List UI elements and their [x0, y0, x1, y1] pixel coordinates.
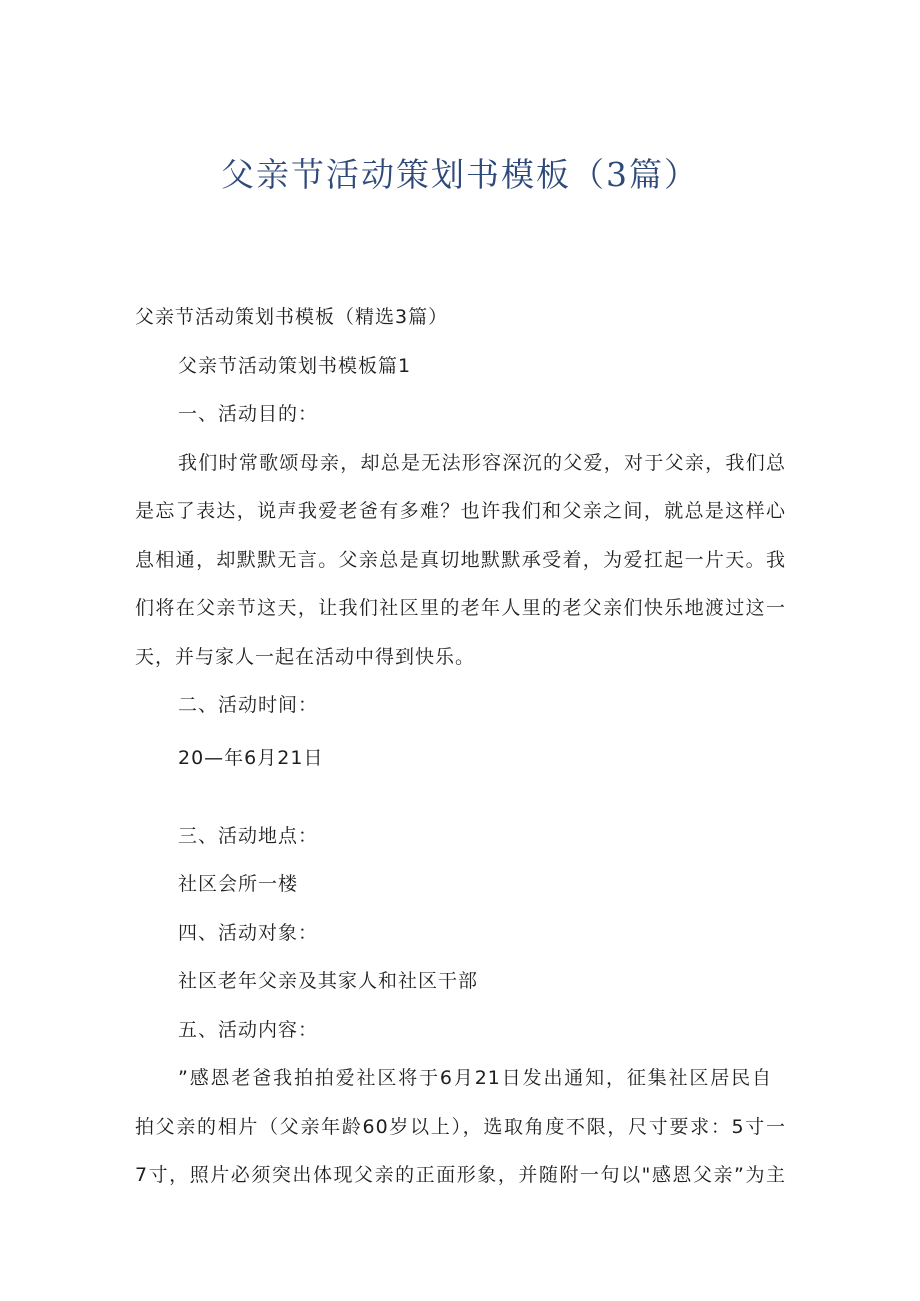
heading-place: 三、活动地点： [178, 825, 319, 847]
section-title: 父亲节活动策划书模板篇1 [178, 355, 412, 377]
heading-target: 四、活动对象： [178, 922, 319, 944]
purpose-line-3: 息相通，却默默无言。父亲总是真切地默默承受着，为爱扛起一片天。我 [135, 549, 786, 571]
content-line-2: 拍父亲的相片（父亲年龄60岁以上），选取角度不限，尺寸要求：5寸一 [135, 1116, 786, 1138]
activity-place: 社区会所一楼 [178, 873, 299, 895]
content-line-3: 7寸，照片必须突出体现父亲的正面形象，并随附一句以"感恩父亲”为主 [135, 1164, 786, 1186]
content-line-1: ”感恩老爸我拍拍爱社区将于6月21日发出通知，征集社区居民自 [178, 1067, 772, 1089]
activity-target: 社区老年父亲及其家人和社区干部 [178, 970, 479, 992]
purpose-line-4: 们将在父亲节这天，让我们社区里的老年人里的老父亲们快乐地渡过这一 [135, 597, 786, 619]
document-subtitle: 父亲节活动策划书模板（精选3篇） [135, 306, 449, 328]
purpose-line-1: 我们时常歌颂母亲，却总是无法形容深沉的父爱，对于父亲，我们总 [178, 452, 786, 474]
purpose-line-5: 天，并与家人一起在活动中得到快乐。 [135, 646, 476, 668]
document-title: 父亲节活动策划书模板（3篇） [221, 155, 699, 194]
heading-time: 二、活动时间： [178, 694, 319, 716]
activity-time: 20—年6月21日 [178, 747, 324, 769]
purpose-line-2: 是忘了表达，说声我爱老爸有多难？也许我们和父亲之间，就总是这样心 [135, 500, 786, 522]
heading-content: 五、活动内容： [178, 1019, 319, 1041]
heading-purpose: 一、活动目的： [178, 403, 319, 425]
